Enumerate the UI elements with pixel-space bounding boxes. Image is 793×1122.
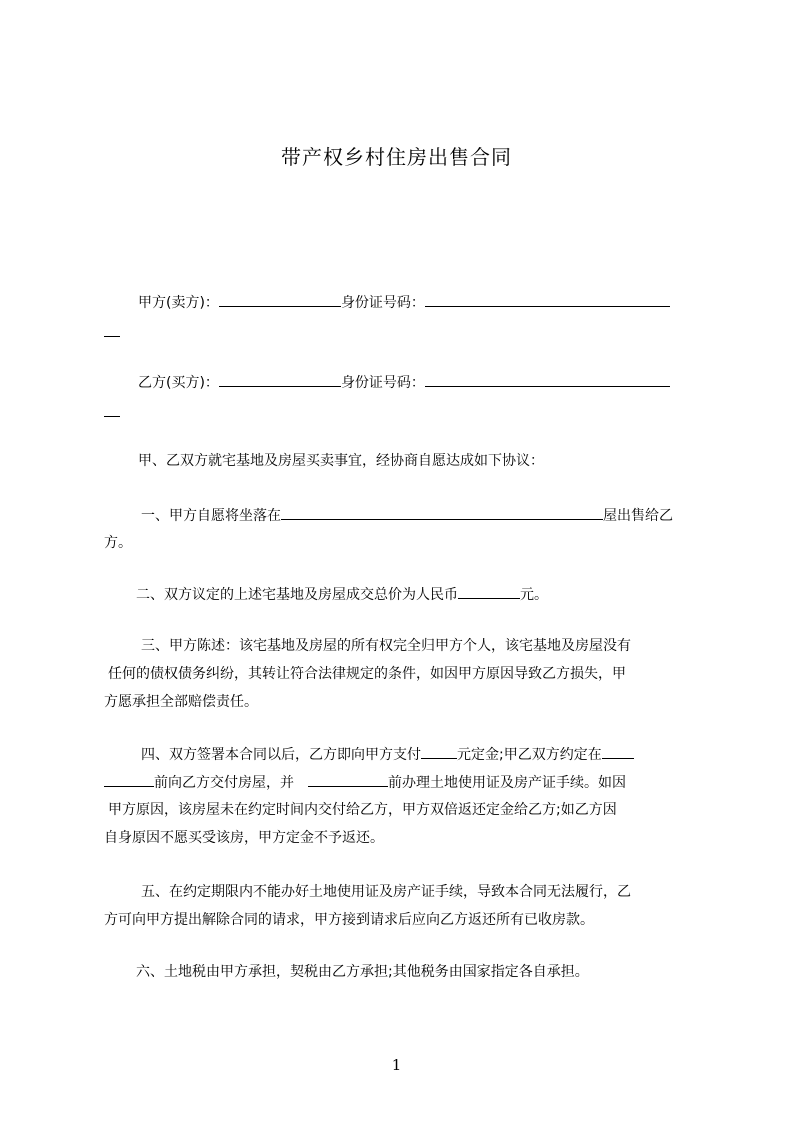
- delivery-date-blank[interactable]: [602, 744, 634, 759]
- seller-line: [138, 292, 670, 313]
- seller-id-label: 身份证号码：: [340, 295, 425, 311]
- buyer-id-blank-continued[interactable]: [104, 402, 120, 417]
- clause-2-text-a: 二、双方议定的上述宅基地及房屋成交总价为人民币: [136, 587, 458, 603]
- seller-name-blank[interactable]: [219, 292, 341, 307]
- clause-4-line-2: [104, 772, 626, 793]
- clause-3-line-1: 三、甲方陈述：该宅基地及房屋的所有权完全归甲方个人，该宅基地及房屋没有: [141, 638, 631, 654]
- clause-5-line-1: 五、在约定期限内不能办好土地使用证及房产证手续，导致本合同无法履行，乙: [141, 884, 631, 900]
- clause-4-line-3: 甲方原因，该房屋未在约定时间内交付给乙方，甲方双倍返还定金给乙方;如乙方因: [108, 802, 617, 818]
- clause-4-text-b: 元定金;甲乙双方约定在: [457, 747, 602, 763]
- clause-4-text-c: 前向乙方交付房屋，并: [154, 775, 294, 791]
- buyer-name-blank[interactable]: [219, 372, 341, 387]
- page-title: 带产权乡村住房出售合同: [281, 145, 512, 169]
- clause-1: [141, 505, 673, 526]
- delivery-date-blank-continued[interactable]: [104, 772, 154, 787]
- page-number: 1: [391, 1056, 402, 1074]
- seller-id-blank[interactable]: [425, 292, 670, 307]
- clause-2: [136, 584, 548, 605]
- buyer-label: 乙方(买方)：: [138, 375, 219, 391]
- deposit-blank[interactable]: [421, 744, 457, 759]
- clause-6: 六、土地税由甲方承担，契税由乙方承担;其他税务由国家指定各自承担。: [136, 964, 589, 980]
- buyer-line: [138, 372, 670, 393]
- clause-2-text-b: 元。: [520, 587, 548, 603]
- clause-1-text-b: 屋出售给乙: [603, 508, 673, 524]
- seller-id-blank-continued[interactable]: [104, 322, 120, 337]
- buyer-id-blank[interactable]: [425, 372, 670, 387]
- buyer-id-label: 身份证号码：: [340, 375, 425, 391]
- clause-4-text-a: 四、双方签署本合同以后，乙方即向甲方支付: [141, 747, 421, 763]
- clause-3-line-3: 方愿承担全部赔偿责任。: [104, 694, 258, 710]
- intro-paragraph: 甲、乙双方就宅基地及房屋买卖事宜，经协商自愿达成如下协议：: [138, 453, 544, 469]
- clause-4-line-1: [141, 744, 634, 765]
- clause-1-continuation: 方。: [104, 535, 132, 551]
- clause-3-line-2: 任何的债权债务纠纷，其转让符合法律规定的条件，如因甲方原因导致乙方损失，甲: [108, 666, 626, 682]
- clause-5-line-2: 方可向甲方提出解除合同的请求，甲方接到请求后应向乙方返还所有已收房款。: [104, 912, 594, 928]
- buyer-line-continuation: [104, 402, 120, 423]
- total-price-blank[interactable]: [458, 584, 520, 599]
- clause-1-text-a: 一、甲方自愿将坐落在: [141, 508, 281, 524]
- seller-line-continuation: [104, 322, 120, 343]
- property-location-blank[interactable]: [281, 505, 603, 520]
- certificate-date-blank[interactable]: [308, 772, 388, 787]
- clause-4-text-d: 前办理土地使用证及房产证手续。如因: [388, 775, 626, 791]
- clause-4-line-4: 自身原因不愿买受该房，甲方定金不予返还。: [104, 830, 384, 846]
- seller-label: 甲方(卖方)：: [138, 295, 219, 311]
